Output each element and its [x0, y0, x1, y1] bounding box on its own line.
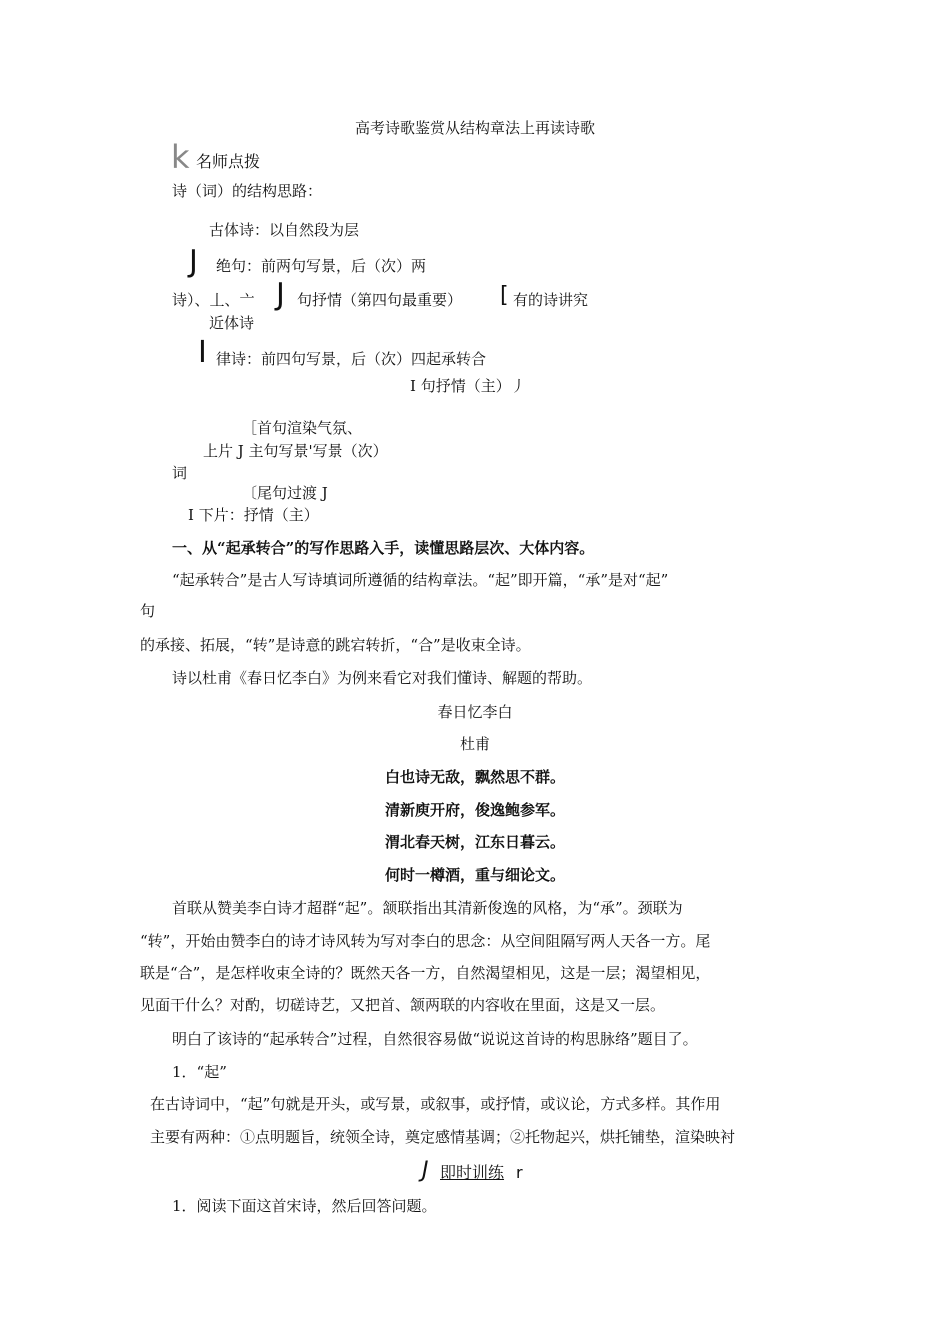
outline-ci-tail: 〔尾句过渡 J	[242, 484, 328, 502]
paragraph-1a: “起承转合”是古人写诗填词所遵循的结构章法。“起”即开篇，“承”是对“起”	[172, 571, 669, 589]
analysis-line: 联是“合”，是怎样收束全诗的？既然天各一方，自然渴望相见，这是一层；渴望相见，	[140, 964, 711, 982]
analysis-line: 见面干什么？对酌，切磋诗艺，又把首、颔两联的内容收在里面，这是又一层。	[140, 996, 666, 1014]
question-1: 1．阅读下面这首宋诗，然后回答问题。	[172, 1197, 437, 1215]
section-label: 名师点拨	[196, 152, 261, 171]
outline-shi-fragment: 诗）、丄、亠	[172, 291, 255, 309]
outline-ci: 词	[172, 464, 188, 482]
poem-line: 白也诗无敌，飘然思不群。	[384, 768, 565, 786]
outline-lvshi: 律诗：前四句写景，后（次）四起承转合	[216, 350, 487, 368]
paragraph-1c: 的承接、拓展，“转”是诗意的跳宕转折，“合”是收束全诗。	[140, 636, 531, 654]
outline-bracket-j1: J	[189, 244, 198, 279]
item-1-heading: 1．“起”	[172, 1063, 227, 1081]
practice-label: 即时训练	[440, 1163, 505, 1182]
outline-ci-shangpian: 上片 J 主句写景'写景（次）	[203, 442, 388, 460]
outline-guti: 古体诗：以自然段为层	[209, 221, 360, 239]
analysis-line: “转”，开始由赞李白的诗才诗风转为写对李白的思念：从空间阻隔写两人天各一方。尾	[140, 932, 711, 950]
poem-line: 清新庾开府，俊逸鲍参军。	[384, 801, 565, 819]
outline-youde: 有的诗讲究	[513, 291, 589, 309]
poem-line: 何时一樽酒，重与细论文。	[384, 866, 565, 884]
outline-lvshi-cont: I 句抒情（主）丿	[410, 377, 526, 395]
outline-jueju-cont: 句抒情（第四句最重要）	[297, 291, 463, 309]
outline-bracket-open: [	[500, 283, 509, 308]
section-marker: k	[171, 138, 190, 176]
item-1-text-a: 在古诗词中，“起”句就是开头，或写景，或叙事，或抒情，或议论，方式多样。其作用	[150, 1095, 721, 1113]
structure-intro: 诗（词）的结构思路：	[172, 182, 323, 200]
page-title: 高考诗歌鉴赏从结构章法上再读诗歌	[354, 119, 595, 137]
poem-line: 渭北春天树，江东日暮云。	[384, 833, 565, 851]
outline-ci-first: ［首句渲染气氛、	[242, 419, 363, 437]
outline-ci-xiapian: I 下片：抒情（主）	[188, 506, 319, 524]
paragraph-3: 明白了该诗的“起承转合”过程，自然很容易做“说说这首诗的构思脉络”题目了。	[172, 1030, 698, 1048]
paragraph-2: 诗以杜甫《春日忆李白》为例来看它对我们懂诗、解题的帮助。	[172, 669, 593, 687]
outline-bar: I	[198, 335, 207, 370]
practice-tail: r	[516, 1163, 523, 1182]
paragraph-1b: 句	[140, 602, 156, 620]
poem-author: 杜甫	[459, 735, 490, 753]
outline-jueju: 绝句：前两句写景，后（次）两	[216, 257, 427, 275]
poem-title: 春日忆李白	[437, 703, 513, 721]
analysis-line: 首联从赞美李白诗才超群“起”。颔联指出其清新俊逸的风格，为“承”。颈联为	[172, 899, 683, 917]
item-1-text-b: 主要有两种：①点明题旨，统领全诗，奠定感情基调；②托物起兴，烘托铺垫，渲染映衬	[150, 1128, 736, 1146]
heading-qi-cheng-zhuan-he: 一、从“起承转合”的写作思路入手，读懂思路层次、大体内容。	[172, 539, 595, 557]
outline-bracket-j2: J	[276, 277, 285, 312]
practice-mark: J	[422, 1158, 429, 1183]
outline-jinti: 近体诗	[209, 314, 255, 332]
